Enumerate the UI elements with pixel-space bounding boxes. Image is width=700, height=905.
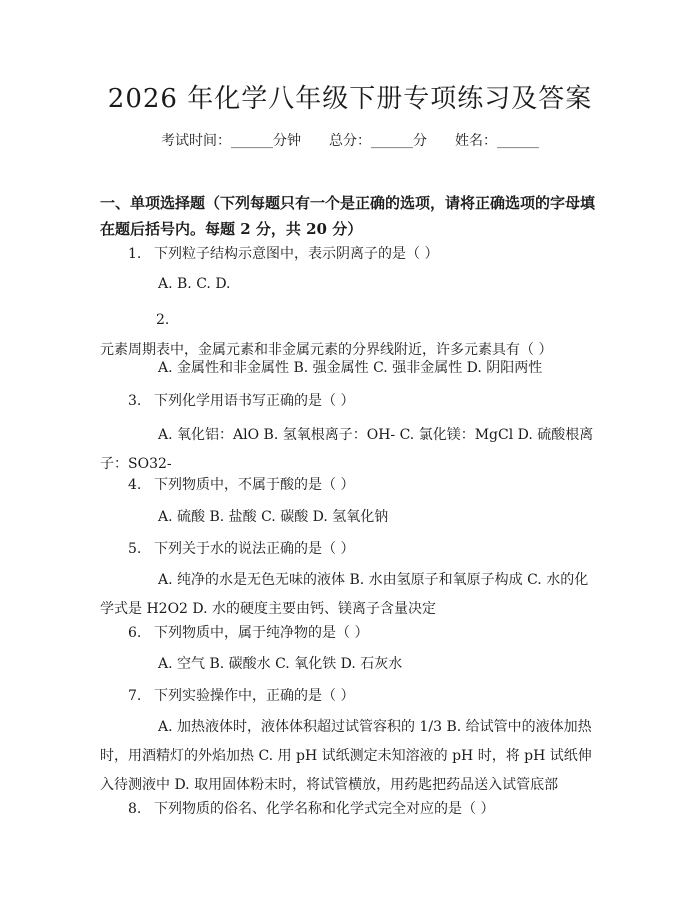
question-number: 3. — [128, 393, 142, 409]
total-score-field: 总分：______分 — [329, 133, 427, 149]
question-4-options: A. 硫酸 B. 盐酸 C. 碳酸 D. 氢氧化钠 — [158, 509, 389, 525]
question-number: 2. — [156, 312, 170, 328]
question-7-options: A. 加热液体时，液体体积超过试管容积的 1/3 B. 给试管中的液体加热时，用酒精灯的外焰加热 C. 用 pH 试纸测定未知溶液的 pH 时，将 pH 试纸伸入待测液中 D. 取用固体粉末时，将试管横放，用药匙把药品送入试管底部 — [100, 719, 592, 793]
section-heading: 一、单项选择题（下列每题只有一个是正确的选项，请将正确选项的字母填在题后括号内。每题 2 分，共 20 分） — [100, 194, 596, 238]
question-6 — [128, 622, 598, 644]
question-6-options: A. 空气 B. 碳酸水 C. 氧化铁 D. 石灰水 — [158, 656, 403, 672]
question-8 — [128, 798, 598, 820]
question-text: 下列化学用语书写正确的是（ ） — [154, 393, 355, 409]
question-text: 下列物质中，不属于酸的是（ ） — [154, 477, 355, 493]
question-number: 4. — [128, 477, 142, 493]
question-text: 下列物质的俗名、化学名称和化学式完全对应的是（ ） — [154, 801, 495, 817]
question-text: 元素周期表中，金属元素和非金属元素的分界线附近，许多元素具有（ ） — [100, 342, 553, 358]
student-name-field: 姓名：______ — [455, 133, 539, 149]
exam-meta — [0, 131, 700, 151]
question-number: 6. — [128, 625, 142, 641]
question-1-options: A. B. C. D. — [158, 276, 231, 292]
question-number: 7. — [128, 688, 142, 704]
question-7 — [128, 685, 598, 707]
question-5 — [128, 538, 598, 560]
question-number: 8. — [128, 801, 142, 817]
question-number: 5. — [128, 541, 142, 557]
exam-time-field: 考试时间：______分钟 — [161, 133, 301, 149]
question-3 — [128, 390, 598, 412]
question-3-options: A. 氧化铝：AlO B. 氢氧根离子：OH- C. 氯化镁：MgCl D. 硫酸根离子：SO32- — [100, 427, 594, 472]
question-text: 下列物质中，属于纯净物的是（ ） — [154, 625, 369, 641]
question-4 — [128, 474, 598, 496]
question-2-options: A. 金属性和非金属性 B. 强金属性 C. 强非金属性 D. 阴阳两性 — [158, 360, 543, 376]
question-number: 1. — [128, 246, 142, 262]
question-text: 下列关于水的说法正确的是（ ） — [154, 541, 355, 557]
page-title: 2026 年化学八年级下册专项练习及答案 — [107, 84, 593, 114]
question-text: 下列粒子结构示意图中，表示阴离子的是（ ） — [154, 246, 439, 262]
question-5-options: A. 纯净的水是无色无味的液体 B. 水由氢原子和氧原子构成 C. 水的化学式是 H2O2 D. 水的硬度主要由钙、镁离子含量决定 — [100, 572, 589, 617]
question-1 — [128, 243, 598, 265]
question-text: 下列实验操作中，正确的是（ ） — [154, 688, 355, 704]
